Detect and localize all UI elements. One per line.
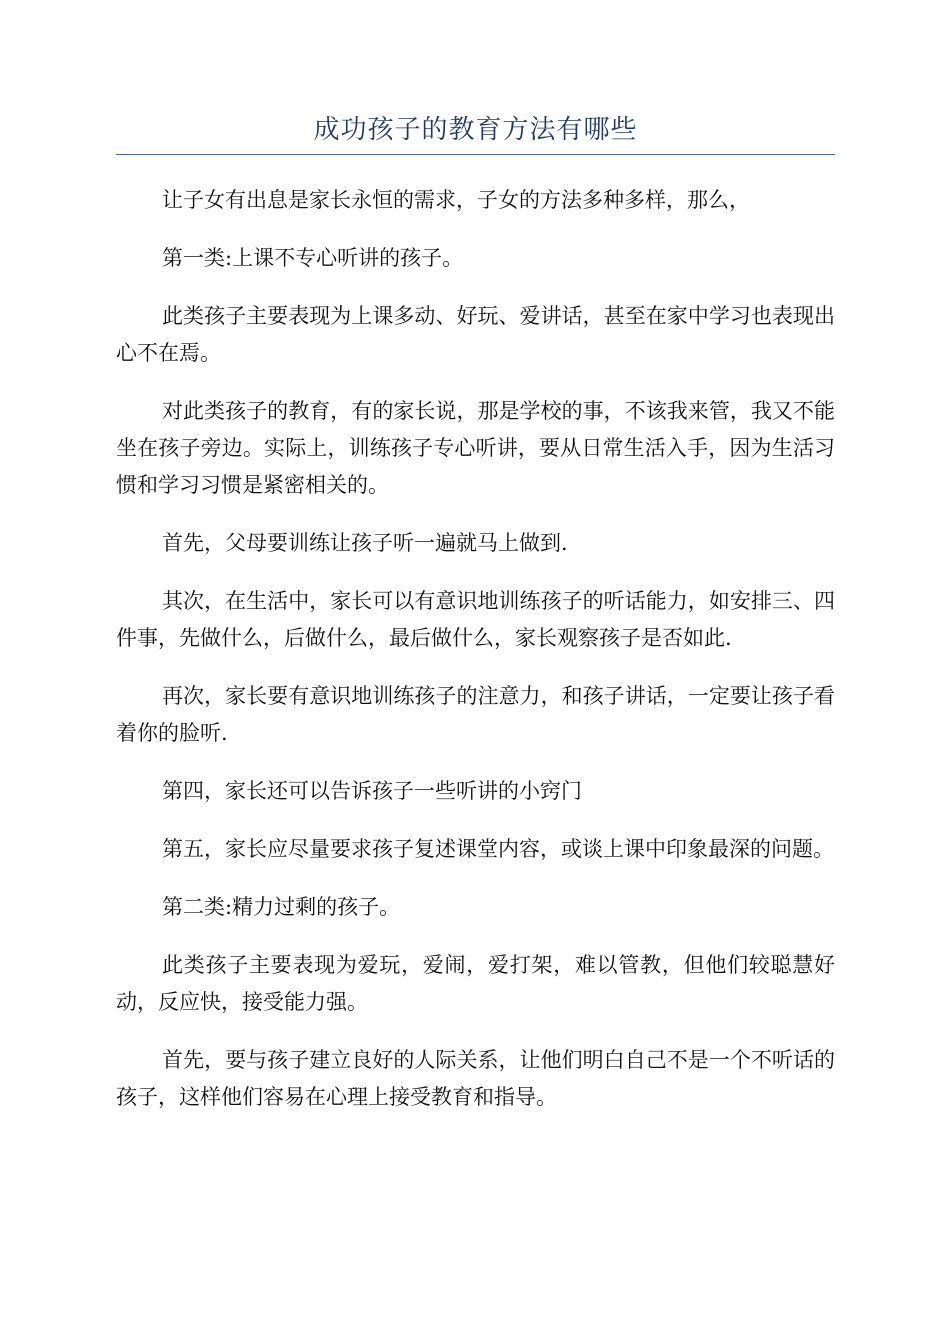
paragraph-10: 第二类:精力过剩的孩子。 bbox=[162, 895, 401, 919]
paragraph-12: 首先，要与孩子建立良好的人际关系，让他们明白自己不是一个不听话的孩子，这样他们容易在心理上接受教育和指导。 bbox=[116, 1048, 835, 1109]
paragraph-4: 对此类孩子的教育，有的家长说，那是学校的事，不该我来管，我又不能坐在孩子旁边。实际上，训练孩子专心听讲，要从日常生活入手，因为生活习惯和学习习惯是紧密相关的。 bbox=[116, 399, 835, 497]
title-underline bbox=[116, 154, 835, 155]
paragraph-6: 其次，在生活中，家长可以有意识地训练孩子的听话能力，如安排三、四件事，先做什么，后做什么，最后做什么，家长观察孩子是否如此. bbox=[116, 589, 835, 650]
paragraph-1: 让子女有出息是家长永恒的需求，子女的方法多种多样，那么， bbox=[162, 188, 750, 212]
paragraph-3: 此类孩子主要表现为上课多动、好玩、爱讲话，甚至在家中学习也表现出心不在焉。 bbox=[116, 304, 835, 365]
document-body bbox=[116, 182, 835, 1137]
document-title: 成功孩子的教育方法有哪些 bbox=[313, 115, 638, 145]
paragraph-2: 第一类:上课不专心听讲的孩子。 bbox=[162, 246, 464, 270]
paragraph-5: 首先，父母要训练让孩子听一遍就马上做到. bbox=[162, 531, 568, 555]
paragraph-8: 第四，家长还可以告诉孩子一些听讲的小窍门 bbox=[162, 779, 582, 803]
paragraph-11: 此类孩子主要表现为爱玩，爱闹，爱打架，难以管教，但他们较聪慧好动，反应快，接受能力强。 bbox=[116, 953, 835, 1014]
paragraph-7: 再次，家长要有意识地训练孩子的注意力，和孩子讲话，一定要让孩子看着你的脸听. bbox=[116, 684, 835, 745]
paragraph-9: 第五，家长应尽量要求孩子复述课堂内容，或谈上课中印象最深的问题。 bbox=[162, 837, 834, 861]
